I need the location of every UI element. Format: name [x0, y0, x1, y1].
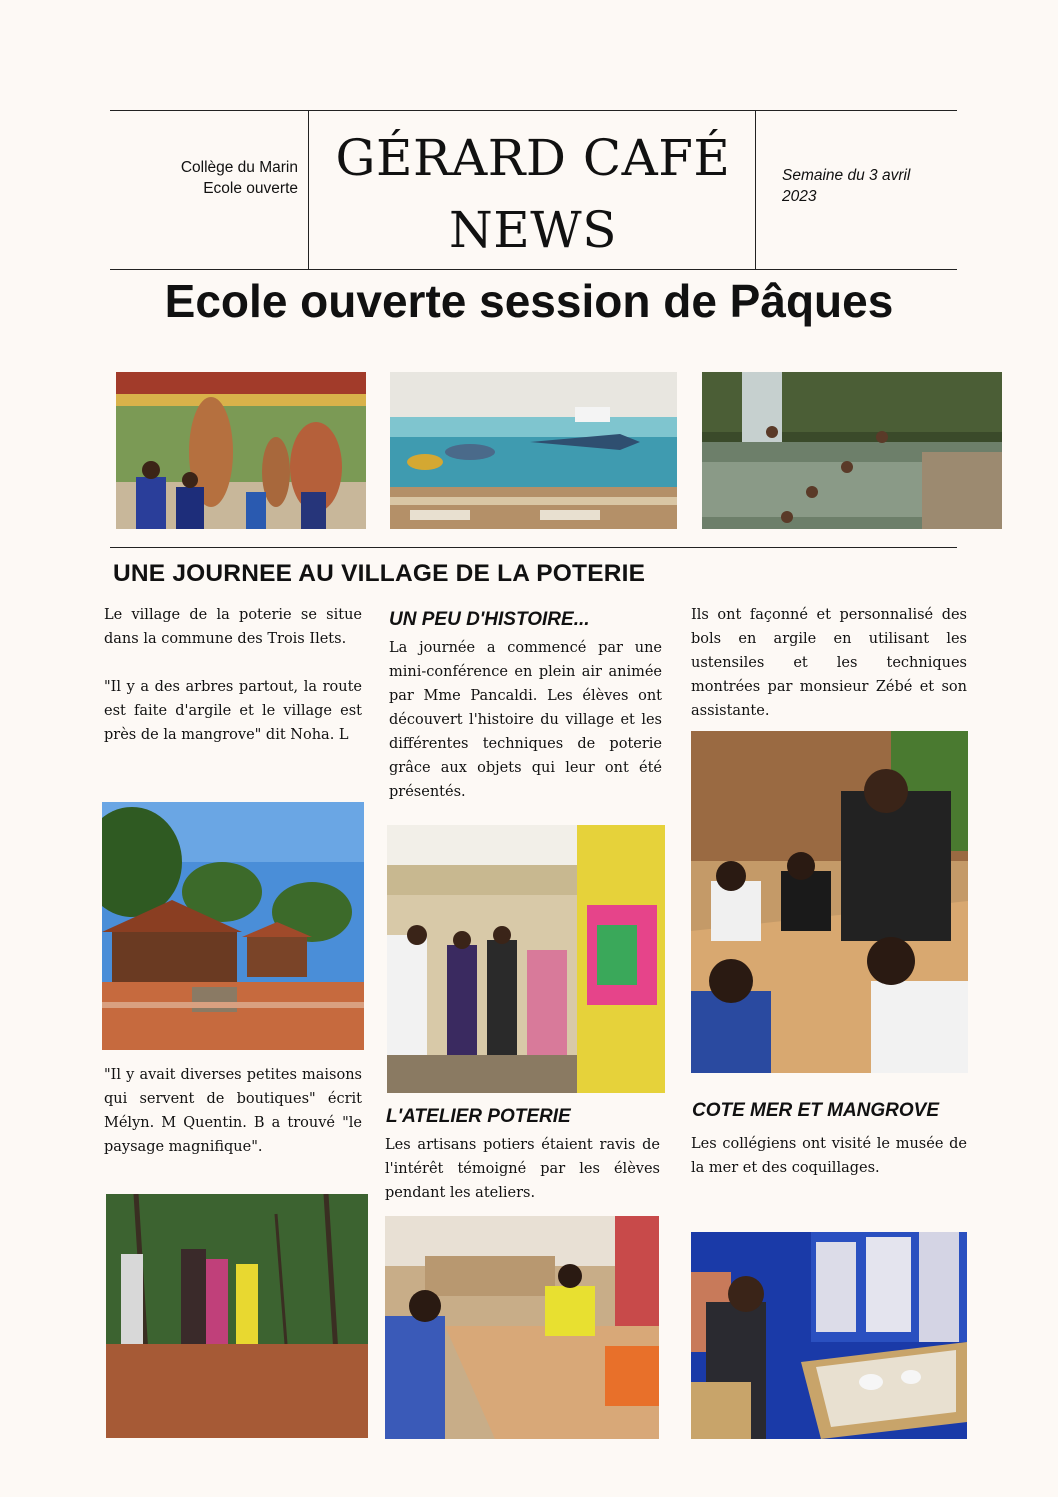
masthead-divider-left — [308, 110, 309, 270]
newspaper-title — [310, 122, 756, 266]
masthead-bottom-rule — [110, 269, 957, 270]
title-line-2: NEWS — [449, 201, 617, 259]
col1-quote-noha: "Il y a des arbres partout, la route est faite d'argile et le village est près de la mangrove" dit Noha. L — [104, 679, 362, 743]
col3-para-sea-museum: Les collégiens ont visité le musée de la mer et des coquillages. — [691, 1136, 967, 1176]
program-name: Ecole ouverte — [203, 180, 298, 197]
photo-pottery-shop — [387, 825, 665, 1093]
col2-para-history: La journée a commencé par une mini-conférence en plein air animée par Mme Pancaldi. Les élèves ont découvert l'histoire du village et les différentes techniques de poterie grâce aux objets qui leur ont été présentés. — [389, 640, 662, 800]
photo-village-houses — [102, 802, 364, 1050]
masthead-school-info — [150, 157, 298, 199]
col3-para-bowls: Ils ont façonné et personnalisé des bols en argile en utilisant les ustensiles et les techniques montrées par monsieur Zébé et son assistante. — [691, 607, 967, 719]
col2-subhead-workshop: L'ATELIER POTERIE — [386, 1106, 571, 1127]
col1-quote-melyn-quentin: "Il y avait diverses petites maisons qui servent de boutiques" écrit Mélyn. M Quentin. B a trouvé "le paysage magnifique". — [104, 1067, 362, 1155]
section-rule — [110, 547, 957, 548]
photo-sculpture-pavilion — [116, 372, 366, 529]
photo-clay-shaping — [691, 731, 968, 1073]
photo-shell-museum — [691, 1232, 967, 1439]
col2-subhead-history: UN PEU D'HISTOIRE... — [389, 609, 590, 630]
masthead-top-rule — [110, 110, 957, 111]
photo-sea-museum-aquarium — [390, 372, 677, 529]
title-line-1: GÉRARD CAFÉ — [335, 129, 731, 187]
photo-waterfall-river — [702, 372, 1002, 529]
section-title: UNE JOURNEE AU VILLAGE DE LA POTERIE — [113, 560, 646, 587]
week-line-1: Semaine du 3 avril — [782, 167, 911, 184]
photo-pottery-workshop-table — [385, 1216, 659, 1439]
issue-date — [782, 165, 952, 207]
photo-mangrove-path — [106, 1194, 368, 1438]
col3-subhead-sea: COTE MER ET MANGROVE — [692, 1100, 940, 1121]
school-name: Collège du Marin — [180, 159, 298, 176]
col1-para-location: Le village de la poterie se situe dans la commune des Trois Ilets. — [104, 607, 362, 647]
col2-para-workshop: Les artisans potiers étaient ravis de l'intérêt témoigné par les élèves pendant les ateliers. — [385, 1137, 660, 1201]
week-line-2: 2023 — [782, 188, 817, 205]
main-headline: Ecole ouverte session de Pâques — [164, 275, 894, 327]
